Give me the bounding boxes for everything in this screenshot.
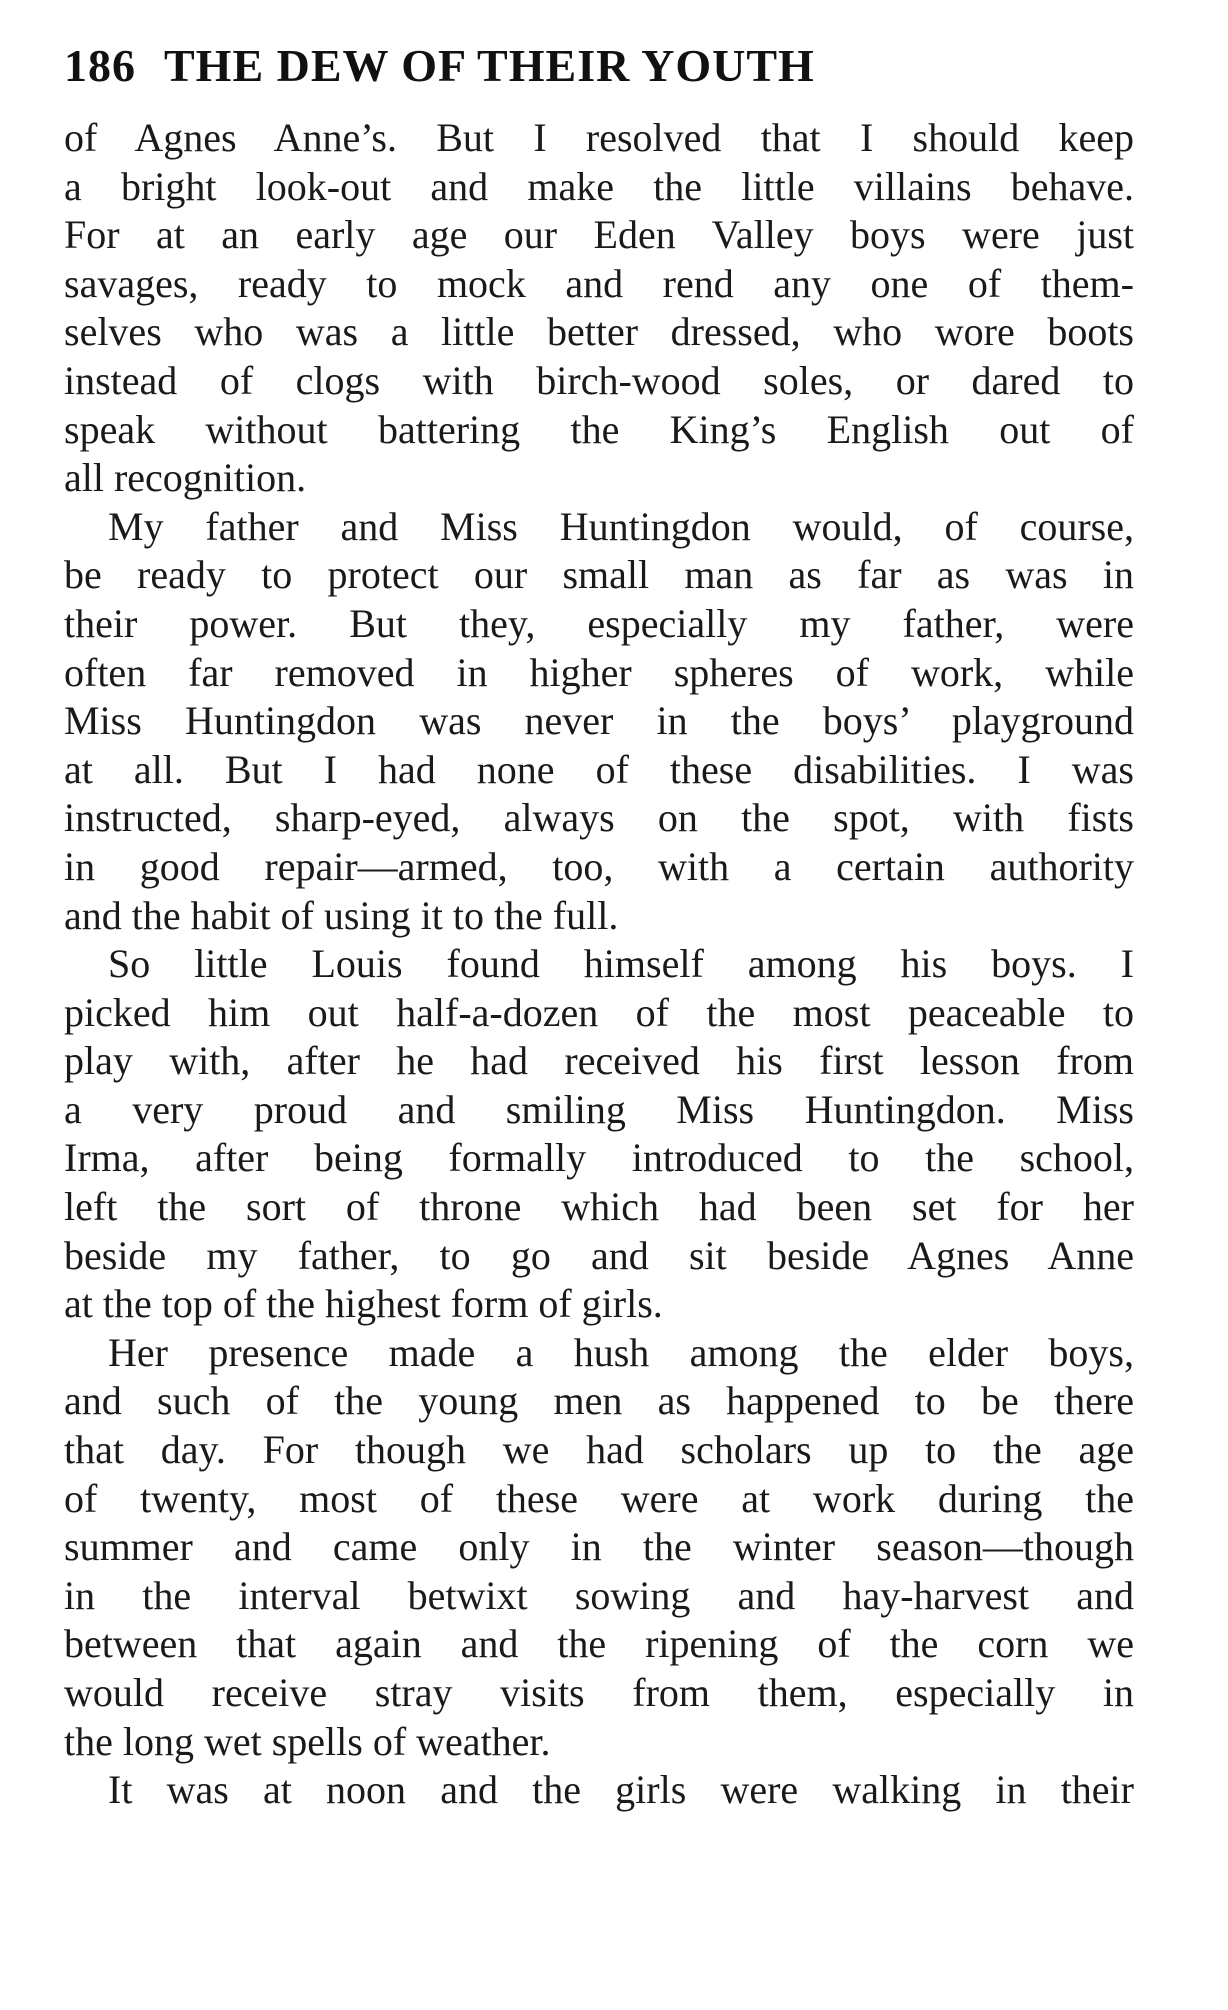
text-line: selves who was a little better dressed, who wore boots bbox=[64, 309, 1134, 355]
body-text bbox=[64, 114, 1134, 1815]
text-line: Miss Huntingdon was never in the boys’ playground bbox=[64, 698, 1134, 744]
text-line: summer and came only in the winter season—though bbox=[64, 1524, 1134, 1570]
text-line: beside my father, to go and sit beside Agnes Anne bbox=[64, 1232, 1134, 1278]
text-line: a bright look-out and make the little villains behave. bbox=[64, 163, 1134, 209]
text-line: would receive stray visits from them, especially in bbox=[64, 1670, 1134, 1715]
text-line: For at an early age our Eden Valley boys were just bbox=[64, 212, 1134, 258]
text-line: at all. But I had none of these disabilities. I was bbox=[64, 746, 1134, 792]
text-line: between that again and the ripening of the corn we bbox=[64, 1621, 1134, 1667]
text-line: often far removed in higher spheres of work, while bbox=[64, 649, 1134, 695]
text-line: instead of clogs with birch-wood soles, or dared to bbox=[64, 357, 1134, 403]
text-line: and the habit of using it to the full. bbox=[64, 892, 619, 938]
text-line: the long wet spells of weather. bbox=[64, 1718, 551, 1764]
page-number: 186 bbox=[64, 40, 136, 91]
text-line: be ready to protect our small man as far as was in bbox=[64, 552, 1134, 598]
text-line: in good repair—armed, too, with a certain authority bbox=[64, 843, 1134, 889]
text-line: savages, ready to mock and rend any one of them- bbox=[64, 260, 1134, 306]
running-head bbox=[64, 36, 1134, 100]
text-line: in the interval betwixt sowing and hay-harvest and bbox=[64, 1572, 1134, 1618]
text-line: their power. But they, especially my father, were bbox=[64, 600, 1134, 646]
text-line: Irma, after being formally introduced to the school, bbox=[64, 1135, 1134, 1181]
paragraph-first-line: It was at noon and the girls were walking in their bbox=[108, 1767, 1134, 1813]
text-line: instructed, sharp-eyed, always on the spot, with fists bbox=[64, 795, 1134, 841]
paragraph-first-line: So little Louis found himself among his boys. I bbox=[108, 941, 1134, 987]
text-line: play with, after he had received his first lesson from bbox=[64, 1038, 1134, 1084]
text-line: a very proud and smiling Miss Huntingdon. Miss bbox=[64, 1086, 1134, 1132]
text-line: picked him out half-a-dozen of the most peaceable to bbox=[64, 989, 1134, 1035]
text-line: speak without battering the King’s English out of bbox=[64, 406, 1134, 452]
text-line: all recognition. bbox=[64, 455, 307, 501]
paragraph-first-line: My father and Miss Huntingdon would, of course, bbox=[108, 503, 1134, 549]
book-page bbox=[64, 36, 1134, 1815]
paragraph-first-line: Her presence made a hush among the elder boys, bbox=[108, 1329, 1134, 1375]
text-line: of Agnes Anne’s. But I resolved that I should keep bbox=[64, 115, 1134, 160]
text-line: and such of the young men as happened to be there bbox=[64, 1378, 1134, 1424]
running-title: THE DEW OF THEIR YOUTH bbox=[164, 40, 815, 91]
text-line: of twenty, most of these were at work during the bbox=[64, 1475, 1134, 1521]
text-line: that day. For though we had scholars up to the age bbox=[64, 1427, 1134, 1473]
text-line: left the sort of throne which had been set for her bbox=[64, 1184, 1134, 1230]
text-line: at the top of the highest form of girls. bbox=[64, 1281, 663, 1327]
